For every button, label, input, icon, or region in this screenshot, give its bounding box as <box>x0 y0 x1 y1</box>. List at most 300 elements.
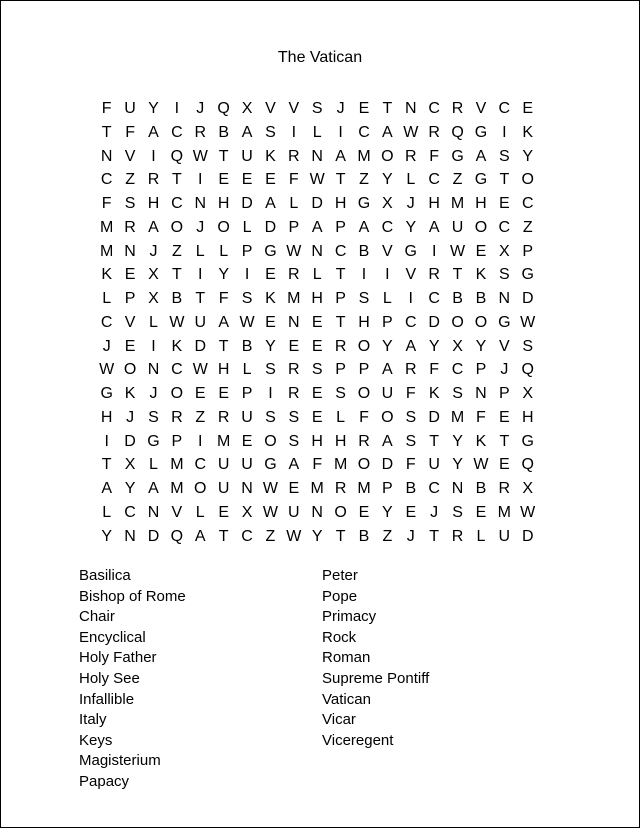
grid-letter: E <box>124 266 136 284</box>
grid-letter: F <box>359 408 369 426</box>
grid-letter: T <box>335 313 346 331</box>
grid-letter: T <box>335 266 346 284</box>
grid-letter: M <box>287 290 301 307</box>
grid-letter: L <box>149 313 158 331</box>
grid-letter: U <box>241 147 253 165</box>
grid-letter: E <box>265 313 276 331</box>
grid-letter: S <box>499 266 510 284</box>
grid-letter: U <box>194 313 207 331</box>
grid-letter: S <box>405 408 417 426</box>
grid-letter: G <box>474 123 488 141</box>
grid-letter: D <box>521 527 534 545</box>
grid-letter: X <box>522 385 534 402</box>
grid-letter: G <box>100 385 113 402</box>
grid-letter: N <box>241 480 253 497</box>
grid-letter: C <box>194 456 207 474</box>
grid-letter: L <box>476 527 486 545</box>
grid-letter: K <box>124 385 136 402</box>
grid-letter: Z <box>452 171 463 189</box>
grid-letter: T <box>335 171 346 189</box>
grid-letter: F <box>125 123 135 141</box>
grid-letter: S <box>288 432 300 450</box>
grid-letter: R <box>334 337 347 355</box>
grid-letter: C <box>428 100 440 117</box>
grid-letter: N <box>288 313 300 331</box>
grid-letter: K <box>265 290 276 307</box>
grid-letter: J <box>336 100 345 117</box>
grid-letter: L <box>149 456 158 474</box>
grid-letter: U <box>498 527 511 545</box>
grid-letter: D <box>124 432 136 450</box>
grid-letter: G <box>498 313 511 331</box>
grid-letter: E <box>522 100 534 117</box>
grid-letter: N <box>194 195 207 212</box>
grid-letter: V <box>499 337 510 355</box>
word-list-item: Italy <box>79 711 107 729</box>
grid-letter: B <box>475 290 487 307</box>
grid-letter: Y <box>382 171 393 189</box>
grid-letter: D <box>428 313 440 331</box>
grid-letter: T <box>218 527 229 545</box>
grid-letter: H <box>217 361 230 379</box>
grid-letter: A <box>288 456 300 474</box>
grid-letter: W <box>473 456 489 474</box>
grid-letter: X <box>382 195 393 212</box>
grid-letter: N <box>475 385 487 402</box>
grid-letter: L <box>102 503 112 521</box>
grid-letter: V <box>124 313 136 331</box>
grid-letter: S <box>265 361 276 379</box>
grid-letter: H <box>311 290 323 307</box>
grid-letter: J <box>406 527 415 545</box>
grid-letter: Q <box>521 456 534 474</box>
grid-letter: T <box>382 100 393 117</box>
grid-letter: I <box>198 266 203 284</box>
grid-letter: D <box>311 195 323 212</box>
grid-letter: T <box>499 171 510 189</box>
grid-letter: P <box>382 480 393 497</box>
grid-letter: G <box>451 147 464 165</box>
grid-letter: C <box>428 290 440 307</box>
grid-letter: R <box>334 480 347 497</box>
grid-letter: G <box>474 171 488 189</box>
grid-letter: A <box>194 527 206 545</box>
grid-letter: P <box>335 218 346 236</box>
grid-letter: O <box>123 361 137 379</box>
grid-letter: N <box>147 503 160 521</box>
word-list-item: Rock <box>322 628 357 646</box>
grid-letter: A <box>148 218 159 236</box>
grid-letter: R <box>404 147 417 165</box>
grid-letter: M <box>170 480 184 497</box>
grid-letter: O <box>264 432 277 450</box>
grid-letter: K <box>475 432 487 450</box>
grid-letter: Y <box>101 527 113 545</box>
grid-letter: V <box>475 100 487 117</box>
grid-letter: S <box>265 123 276 141</box>
grid-letter: W <box>309 171 325 189</box>
word-list-item: Keys <box>79 731 113 749</box>
grid-letter: N <box>404 100 417 117</box>
grid-letter: U <box>217 456 230 474</box>
grid-letter: L <box>195 242 205 260</box>
grid-letter: D <box>241 195 253 212</box>
grid-letter: M <box>450 195 465 212</box>
word-list-item: Magisterium <box>79 752 161 770</box>
grid-letter: C <box>451 361 464 379</box>
word-list-item: Basilica <box>79 567 131 584</box>
grid-letter: M <box>100 218 114 236</box>
grid-letter: Z <box>359 171 369 189</box>
grid-letter: T <box>218 337 229 355</box>
grid-letter: O <box>357 337 371 355</box>
grid-letter: V <box>382 242 393 260</box>
grid-letter: O <box>451 313 464 331</box>
grid-letter: Y <box>452 456 463 474</box>
grid-letter: E <box>288 480 300 497</box>
grid-letter: I <box>338 123 343 141</box>
grid-letter: A <box>358 218 370 236</box>
grid-letter: E <box>499 456 510 474</box>
word-list-item: Roman <box>322 649 371 667</box>
grid-letter: R <box>404 361 417 379</box>
grid-letter: I <box>151 337 156 355</box>
grid-letter: B <box>358 527 370 545</box>
grid-letter: I <box>408 290 413 307</box>
grid-letter: O <box>217 218 230 236</box>
grid-letter: B <box>358 242 370 260</box>
grid-letter: W <box>520 503 536 521</box>
grid-letter: G <box>357 195 371 212</box>
grid-letter: M <box>357 147 371 165</box>
grid-letter: O <box>521 171 534 189</box>
grid-letter: J <box>500 361 509 379</box>
grid-letter: F <box>288 171 299 189</box>
grid-letter: B <box>218 123 229 141</box>
grid-letter: E <box>475 242 487 260</box>
grid-letter: L <box>242 218 252 236</box>
grid-letter: I <box>385 266 390 284</box>
grid-letter: P <box>358 361 370 379</box>
word-list-left <box>79 566 186 793</box>
grid-letter: T <box>499 432 510 450</box>
grid-letter: H <box>334 195 347 212</box>
grid-letter: E <box>358 503 370 521</box>
word-list-item: Vicar <box>322 711 356 729</box>
grid-letter: F <box>476 408 486 426</box>
grid-letter: M <box>170 456 184 474</box>
grid-letter: T <box>171 266 182 284</box>
grid-letter: M <box>497 503 511 521</box>
grid-letter: T <box>429 432 440 450</box>
grid-letter: R <box>217 408 230 426</box>
grid-letter: C <box>428 480 440 497</box>
grid-letter: U <box>241 456 253 474</box>
grid-letter: W <box>239 313 255 331</box>
grid-letter: Y <box>522 147 534 165</box>
grid-letter: S <box>499 147 510 165</box>
grid-letter: M <box>100 242 114 260</box>
grid-letter: J <box>149 385 158 402</box>
grid-letter: W <box>192 147 208 165</box>
grid-letter: Q <box>521 361 534 379</box>
grid-letter: U <box>217 480 230 497</box>
grid-letter: K <box>475 266 487 284</box>
grid-letter: Q <box>170 527 184 545</box>
grid-letter: O <box>474 313 488 331</box>
grid-letter: O <box>334 503 347 521</box>
grid-letter: N <box>124 242 136 260</box>
grid-letter: U <box>381 385 394 402</box>
grid-letter: H <box>217 195 230 212</box>
grid-letter: F <box>405 385 416 402</box>
grid-letter: T <box>195 290 206 307</box>
grid-letter: E <box>218 385 229 402</box>
grid-letter: W <box>286 242 302 260</box>
grid-letter: L <box>312 266 322 284</box>
grid-letter: X <box>522 480 534 497</box>
grid-letter: F <box>429 147 440 165</box>
grid-letter: W <box>403 123 419 141</box>
grid-letter: G <box>264 242 277 260</box>
grid-letter: E <box>499 195 510 212</box>
grid-letter: A <box>428 218 440 236</box>
grid-letter: G <box>147 432 160 450</box>
grid-letter: P <box>288 218 300 236</box>
grid-letter: J <box>149 242 158 260</box>
grid-letter: A <box>241 123 253 141</box>
grid-letter: Q <box>451 123 464 141</box>
grid-letter: P <box>335 290 346 307</box>
grid-letter: R <box>358 432 370 450</box>
grid-letter: S <box>452 385 463 402</box>
grid-letter: Y <box>124 480 136 497</box>
grid-letter: U <box>428 456 440 474</box>
grid-letter: C <box>358 123 370 141</box>
grid-letter: I <box>291 123 297 141</box>
grid-letter: E <box>194 385 206 402</box>
grid-letter: F <box>405 456 416 474</box>
grid-letter: G <box>264 456 277 474</box>
grid-letter: Q <box>217 100 230 117</box>
grid-letter: R <box>428 266 440 284</box>
grid-letter: K <box>101 266 113 284</box>
grid-letter: M <box>450 408 465 426</box>
grid-letter: K <box>428 385 440 402</box>
grid-letter: T <box>452 266 463 284</box>
grid-letter: U <box>124 100 136 117</box>
grid-letter: A <box>311 218 323 236</box>
grid-letter: Y <box>265 337 276 355</box>
grid-letter: L <box>382 290 392 307</box>
grid-letter: E <box>265 266 276 284</box>
grid-letter: C <box>100 171 113 189</box>
grid-letter: S <box>311 361 323 379</box>
word-list-item: Encyclical <box>79 628 146 646</box>
word-list-item: Vatican <box>322 690 371 708</box>
grid-letter: C <box>100 313 113 331</box>
grid-letter: T <box>101 123 112 141</box>
grid-letter: H <box>475 195 487 212</box>
grid-letter: Z <box>195 408 206 426</box>
grid-letter: B <box>452 290 463 307</box>
grid-letter: H <box>521 408 534 426</box>
grid-letter: A <box>101 480 113 497</box>
word-list-item: Holy Father <box>79 649 157 667</box>
word-list-item: Bishop of Rome <box>79 587 186 605</box>
grid-letter: E <box>311 337 323 355</box>
grid-letter: G <box>404 242 417 260</box>
grid-letter: X <box>148 290 159 307</box>
grid-letter: E <box>405 503 417 521</box>
grid-letter: W <box>192 361 208 379</box>
grid-letter: A <box>405 337 417 355</box>
grid-letter: C <box>171 361 183 379</box>
grid-letter: M <box>216 432 231 450</box>
word-list-right <box>322 566 429 751</box>
grid-letter: R <box>124 218 136 236</box>
grid-letter: L <box>195 503 205 521</box>
grid-letter: I <box>151 147 156 165</box>
grid-letter: Y <box>452 432 463 450</box>
grid-letter: F <box>101 100 112 117</box>
grid-letter: R <box>498 480 511 497</box>
grid-letter: U <box>288 503 300 521</box>
grid-letter: A <box>382 123 393 141</box>
grid-letter: D <box>264 218 277 236</box>
grid-letter: O <box>357 456 371 474</box>
grid-letter: Z <box>171 242 182 260</box>
grid-letter: L <box>406 171 416 189</box>
grid-letter: M <box>310 480 324 497</box>
grid-letter: Y <box>405 218 417 236</box>
grid-letter: N <box>100 147 113 165</box>
grid-letter: Y <box>218 266 229 284</box>
grid-letter: N <box>498 290 511 307</box>
grid-letter: I <box>104 432 109 450</box>
grid-letter: J <box>102 337 111 355</box>
word-list-item: Viceregent <box>322 731 394 749</box>
grid-letter: T <box>101 456 112 474</box>
grid-letter: L <box>336 408 346 426</box>
grid-letter: E <box>288 337 300 355</box>
grid-letter: E <box>311 313 323 331</box>
grid-letter: H <box>428 195 440 212</box>
letter-grid <box>95 97 539 548</box>
grid-letter: B <box>241 337 253 355</box>
grid-letter: C <box>498 100 511 117</box>
grid-letter: U <box>241 408 253 426</box>
word-list-item: Supreme Pontiff <box>322 669 430 687</box>
grid-letter: I <box>431 242 437 260</box>
grid-letter: E <box>124 337 136 355</box>
grid-letter: S <box>124 195 136 212</box>
grid-letter: R <box>451 527 464 545</box>
grid-letter: R <box>288 147 300 165</box>
grid-letter: I <box>244 266 250 284</box>
grid-letter: A <box>148 123 159 141</box>
grid-letter: R <box>451 100 464 117</box>
grid-letter: X <box>124 456 136 474</box>
grid-letter: P <box>241 385 253 402</box>
grid-letter: J <box>430 503 439 521</box>
grid-letter: P <box>499 385 510 402</box>
grid-letter: R <box>288 385 300 402</box>
grid-letter: Y <box>382 503 393 521</box>
grid-letter: A <box>335 147 346 165</box>
grid-letter: Z <box>522 218 533 236</box>
grid-letter: S <box>148 408 159 426</box>
grid-letter: F <box>429 361 440 379</box>
grid-letter: I <box>198 432 203 450</box>
grid-letter: W <box>262 480 278 497</box>
word-list-item: Holy See <box>79 669 140 687</box>
grid-letter: G <box>521 432 534 450</box>
grid-letter: L <box>102 290 112 307</box>
grid-letter: W <box>262 503 278 521</box>
grid-letter: T <box>335 527 346 545</box>
grid-letter: T <box>171 171 182 189</box>
grid-letter: I <box>198 171 203 189</box>
word-list-item: Primacy <box>322 608 377 626</box>
grid-letter: C <box>381 218 394 236</box>
grid-letter: Y <box>311 527 323 545</box>
grid-letter: T <box>429 527 440 545</box>
grid-letter: L <box>219 242 229 260</box>
grid-letter: Y <box>382 337 393 355</box>
grid-letter: O <box>170 218 184 236</box>
grid-letter: E <box>241 432 253 450</box>
grid-letter: D <box>521 290 534 307</box>
grid-letter: S <box>452 503 463 521</box>
grid-letter: F <box>312 456 323 474</box>
grid-letter: I <box>361 266 367 284</box>
grid-letter: S <box>265 408 276 426</box>
grid-letter: P <box>475 361 487 379</box>
grid-letter: A <box>148 480 159 497</box>
grid-letter: W <box>169 313 185 331</box>
grid-letter: D <box>194 337 207 355</box>
grid-letter: O <box>170 385 184 402</box>
grid-letter: N <box>451 480 464 497</box>
grid-letter: S <box>241 290 253 307</box>
grid-letter: Y <box>428 337 440 355</box>
grid-letter: X <box>148 266 159 284</box>
grid-letter: R <box>171 408 183 426</box>
grid-letter: O <box>474 218 488 236</box>
grid-letter: S <box>522 337 534 355</box>
grid-letter: X <box>241 503 253 521</box>
grid-letter: Y <box>475 337 487 355</box>
grid-letter: E <box>265 171 276 189</box>
grid-letter: B <box>475 480 487 497</box>
grid-letter: C <box>498 218 511 236</box>
grid-letter: O <box>357 385 371 402</box>
grid-letter: I <box>174 100 180 117</box>
grid-letter: N <box>311 503 323 521</box>
grid-letter: E <box>311 408 323 426</box>
grid-letter: S <box>335 385 346 402</box>
grid-letter: W <box>520 313 536 331</box>
grid-letter: K <box>265 147 276 165</box>
grid-letter: J <box>196 218 205 236</box>
grid-letter: E <box>499 408 510 426</box>
grid-letter: W <box>99 361 115 379</box>
grid-letter: J <box>196 100 205 117</box>
grid-letter: I <box>268 385 273 402</box>
grid-letter: V <box>405 266 417 284</box>
grid-letter: H <box>334 432 347 450</box>
